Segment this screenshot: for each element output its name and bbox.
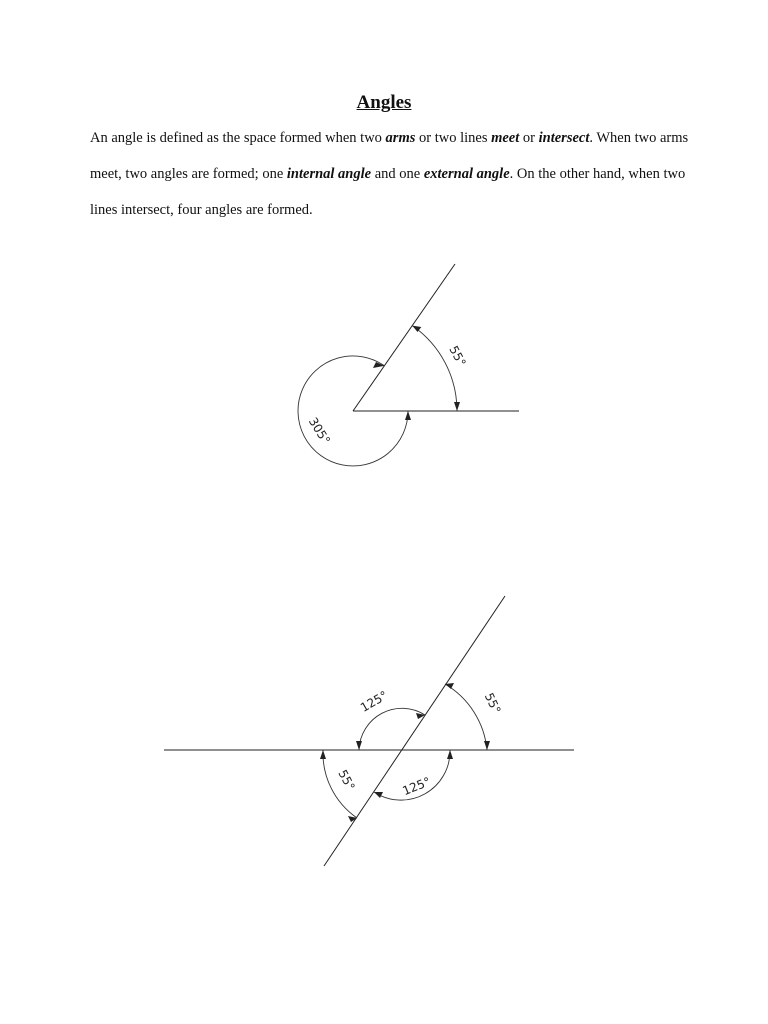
top-right-angle-label: 55° bbox=[481, 690, 504, 716]
top-left-angle-label: 125° bbox=[357, 688, 391, 715]
text-run: or two lines bbox=[415, 130, 492, 146]
term-external-angle: external angle bbox=[423, 166, 510, 182]
arrowhead bbox=[445, 683, 454, 689]
text-run: or bbox=[519, 130, 539, 146]
arrowhead bbox=[374, 792, 383, 798]
text-run: . On the other hand, when two lines intersect, four angles are formed. bbox=[90, 166, 686, 218]
arrowhead bbox=[454, 402, 460, 411]
figure-two-arms bbox=[298, 264, 519, 466]
internal-angle-label: 55° bbox=[446, 343, 469, 369]
bottom-left-angle-label: 55° bbox=[335, 767, 358, 793]
term-internal-angle: internal angle bbox=[286, 166, 372, 182]
slanted-line bbox=[324, 596, 505, 866]
slanted-arm bbox=[353, 264, 455, 411]
top-left-angle-arc bbox=[359, 708, 425, 750]
arrowhead bbox=[405, 411, 411, 420]
arrowhead bbox=[484, 741, 490, 750]
top-right-angle-arc bbox=[445, 684, 487, 750]
term-meet: meet bbox=[491, 130, 520, 146]
internal-angle-arc bbox=[412, 326, 457, 411]
arrowhead bbox=[356, 741, 362, 750]
figure-intersecting-lines bbox=[164, 596, 574, 866]
text-run: . When two arms meet, two angles are formed; one bbox=[90, 130, 689, 182]
term-intersect: intersect bbox=[538, 130, 590, 146]
text-run: and one bbox=[371, 166, 424, 182]
text-run: An angle is defined as the space formed when two bbox=[90, 130, 386, 146]
bottom-right-angle-label: 125° bbox=[400, 774, 433, 799]
arrowhead bbox=[447, 750, 453, 759]
page-title: Angles bbox=[356, 92, 412, 113]
arrowhead bbox=[320, 750, 326, 759]
external-angle-label: 305° bbox=[305, 414, 333, 447]
term-arms: arms bbox=[385, 130, 416, 146]
